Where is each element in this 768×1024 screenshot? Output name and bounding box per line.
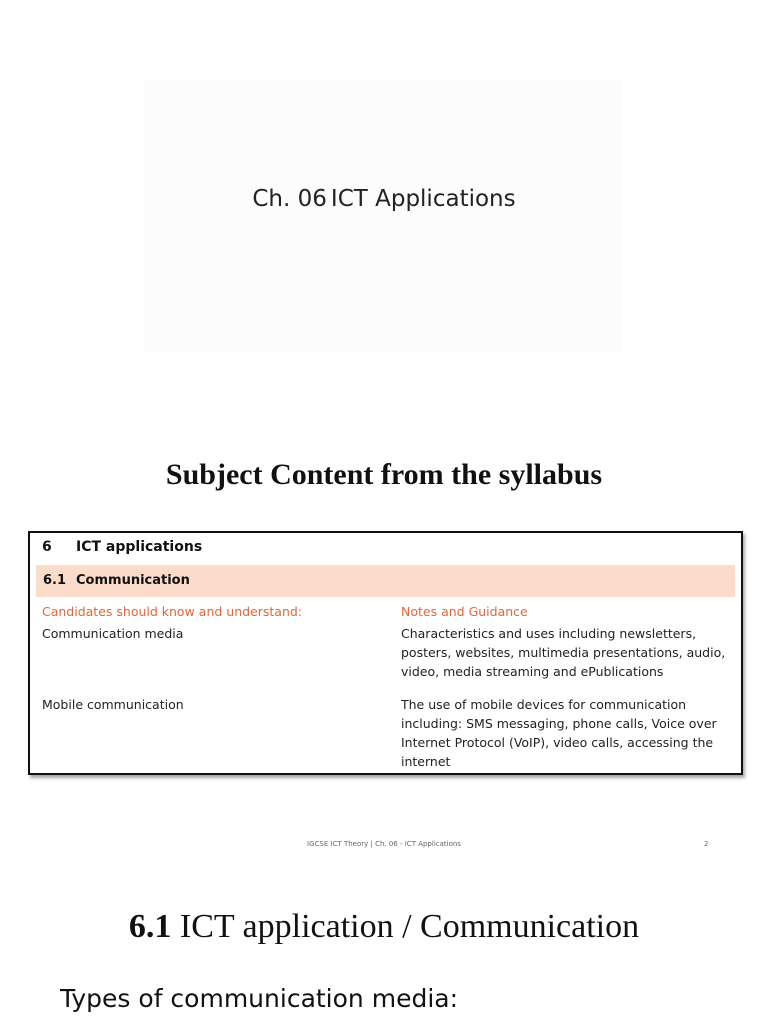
section-heading-title: ICT application / Communication — [179, 908, 640, 945]
table-row-topic: Mobile communication — [42, 697, 184, 712]
chapter-row-number: 6 — [42, 539, 52, 555]
section-row-number: 6.1 — [43, 573, 67, 588]
page-footer: IGCSE ICT Theory | Ch. 06 - ICT Applications — [307, 840, 461, 848]
table-row-notes: The use of mobile devices for communication including: SMS messaging, phone calls, Voice over Internet Protocol (VoIP), video calls, accessing the internet — [401, 697, 717, 769]
page-number: 2 — [704, 840, 709, 848]
right-column-header: Notes and Guidance — [401, 604, 528, 619]
chapter-title: ICT Applications — [330, 186, 516, 212]
table-row-notes: Characteristics and uses including newsletters, posters, websites, multimedia presentations, audio, video, media streaming and ePublications — [401, 626, 726, 679]
section-heading-number: 6.1 — [128, 908, 172, 945]
section-row-title: Communication — [76, 573, 190, 588]
chapter-row — [30, 533, 741, 561]
chapter-row-title: ICT applications — [76, 539, 203, 555]
section-heading — [0, 908, 768, 946]
syllabus-table — [28, 531, 743, 775]
chapter-number: Ch. 06 — [252, 186, 327, 212]
cover-slide — [144, 80, 622, 352]
left-column-header: Candidates should know and understand: — [42, 604, 303, 619]
cover-title — [0, 186, 768, 212]
subject-heading: Subject Content from the syllabus — [165, 458, 603, 491]
table-row-topic: Communication media — [42, 626, 184, 641]
types-heading: Types of communication media: — [60, 984, 459, 1013]
section-row — [36, 565, 735, 597]
